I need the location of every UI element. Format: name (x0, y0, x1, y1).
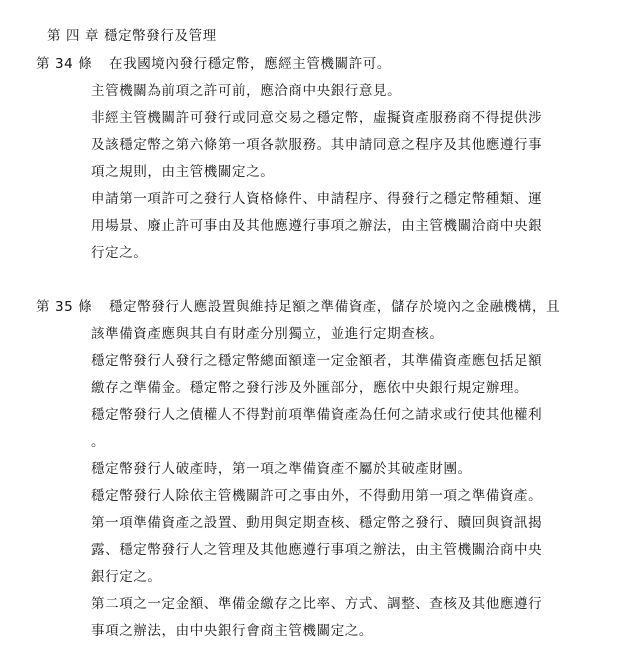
article-34-number: 第 34 條 (36, 56, 93, 72)
article-35-line: 。 (91, 434, 106, 450)
article-35-line: 穩定幣發行人之債權人不得對前項準備資產為任何之請求或行使其他權利 (91, 407, 543, 423)
article-35-line: 露、穩定幣發行人之管理及其他應遵行事項之辦法，由主管機關洽商中央 (91, 542, 543, 558)
article-34-line: 非經主管機關許可發行或同意交易之穩定幣，虛擬資產服務商不得提供涉 (91, 110, 543, 126)
article-35-line: 事項之辦法，由中央銀行會商主管機關定之。 (91, 623, 373, 639)
article-34-line: 用場景、廢止許可事由及其他應遵行事項之辦法，由主管機關洽商中央銀 (91, 218, 543, 234)
article-34-line: 行定之。 (91, 245, 148, 261)
article-34-line: 申請第一項許可之發行人資格條件、申請程序、得發行之穩定幣種類、運 (91, 191, 543, 207)
article-34-line: 項之規則，由主管機關定之。 (91, 164, 275, 180)
article-34-line: 及該穩定幣之第六條第一項各款服務。其申請同意之程序及其他應遵行事 (91, 137, 543, 153)
article-35-line: 繳存之準備金。穩定幣之發行涉及外匯部分，應依中央銀行規定辦理。 (91, 380, 529, 396)
article-35-line: 穩定幣發行人破產時，第一項之準備資產不屬於其破產財團。 (91, 461, 472, 477)
article-35-line: 該準備資產應與其自有財產分別獨立，並進行定期查核。 (91, 326, 444, 342)
article-35-line: 銀行定之。 (91, 569, 162, 585)
article-35-line: 穩定幣發行人除依主管機關許可之事由外，不得動用第一項之準備資產。 (91, 488, 543, 504)
article-35-line: 穩定幣發行人發行之穩定幣總面額達一定金額者，其準備資產應包括足額 (91, 353, 543, 369)
article-35-line: 第二項之一定金額、準備金繳存之比率、方式、調整、查核及其他應遵行 (91, 596, 543, 612)
article-34-line: 在我國境內發行穩定幣，應經主管機關許可。 (109, 56, 391, 72)
article-35-line: 第一項準備資產之設置、動用與定期查核、穩定幣之發行、贖回與資訊揭 (91, 515, 543, 531)
article-35-line: 穩定幣發行人應設置與維持足額之準備資產，儲存於境內之金融機構，且 (109, 299, 561, 315)
chapter-title: 第 四 章 穩定幣發行及管理 (47, 28, 217, 44)
article-34-line: 主管機關為前項之許可前，應洽商中央銀行意見。 (91, 83, 402, 99)
article-35-number: 第 35 條 (36, 299, 93, 315)
